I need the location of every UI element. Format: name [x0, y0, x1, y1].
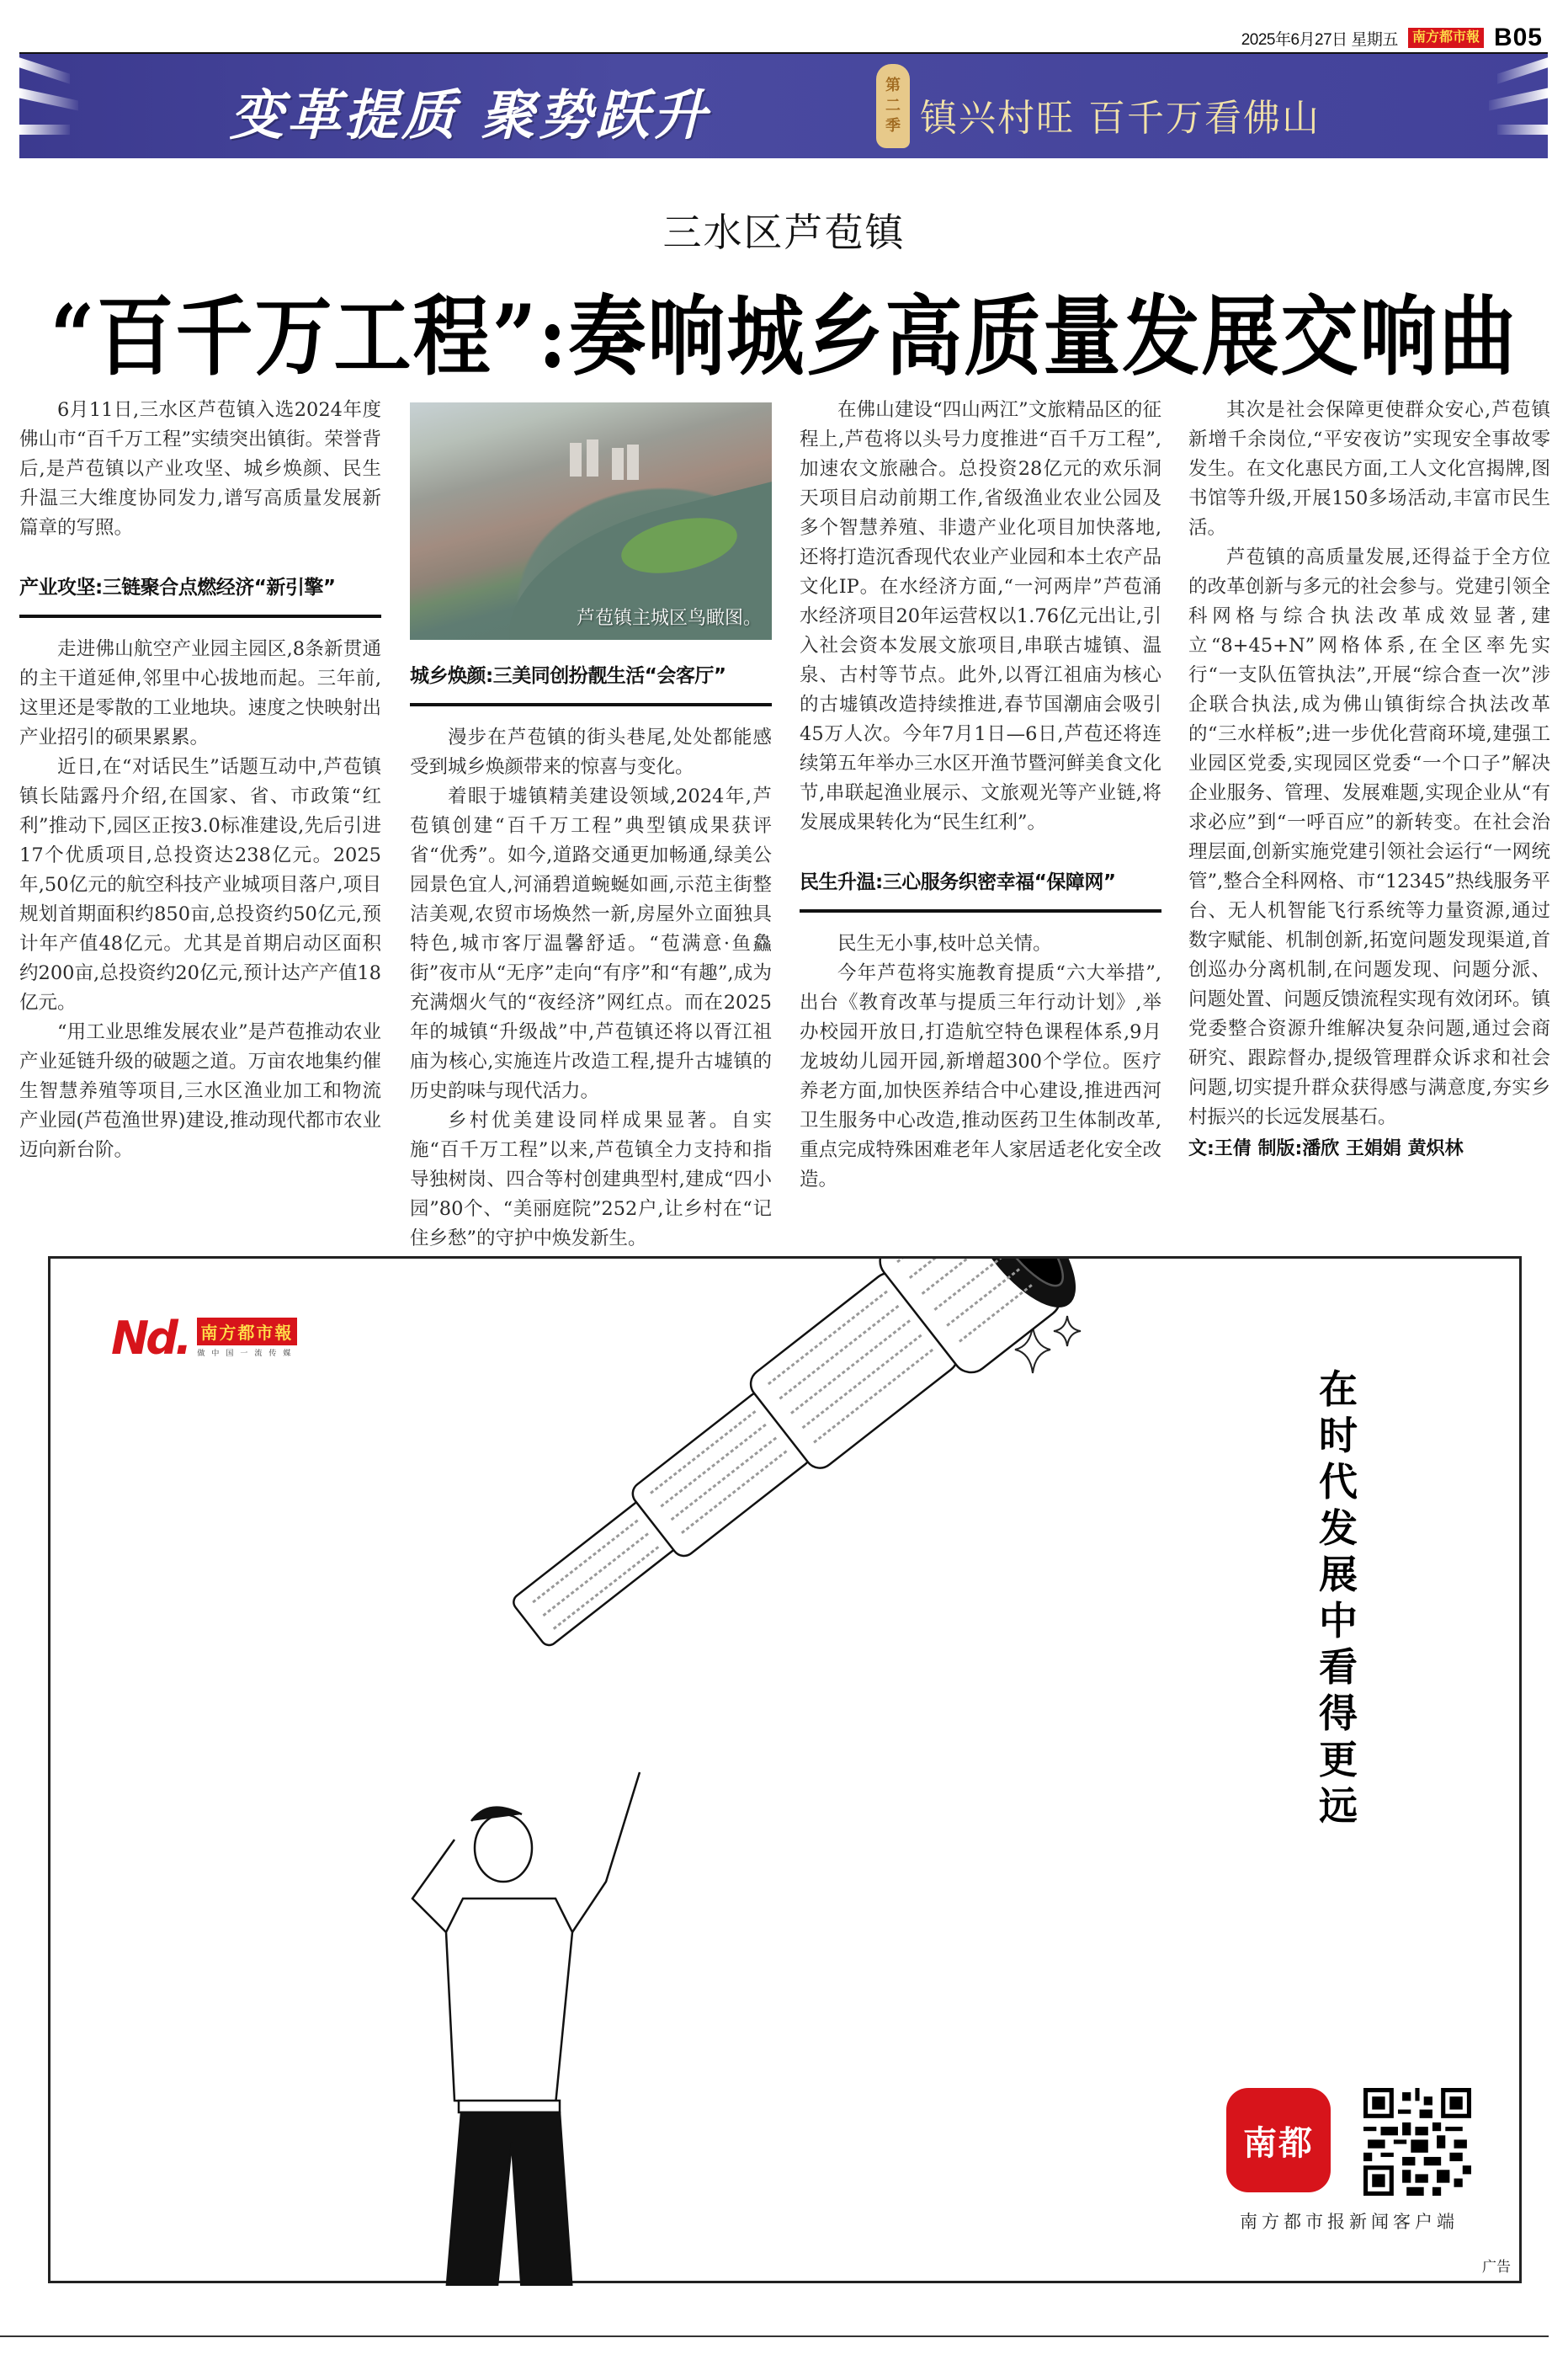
body-paragraph: 漫步在芦苞镇的街头巷尾,处处都能感受到城乡焕颜带来的惊喜与变化。 [410, 727, 772, 778]
nd-logo-slogan: 做中国一流传媒 [197, 1350, 298, 1358]
article-column-2 [410, 402, 772, 1254]
banner-title: 变革提质 聚势跃升 [230, 85, 710, 147]
body-paragraph: 近日,在“对话民生”话题互动中,芦苞镇镇长陆露丹介绍,在国家、省、市政策“红利”推动下,园区正按3.0标准建设,先后引进17个优质项目,总投资达238亿元。2025年,50亿元的航空科技产业城项目落户,项目规划首期面积约850亩,总投资约50亿元,预计年产值48亿元。尤其是首期启动区面积约200亩,总投资约20亿元,预计达产产值18亿元。 [19, 756, 381, 1014]
body-paragraph: “用工业思维发展农业”是芦苞推动农业产业延链升级的破题之道。万亩农地集约催生智慧养殖等项目,三水区渔业加工和物流产业园(芦苞渔世界)建设,推动现代都市农业迈向新台阶。 [19, 1021, 381, 1161]
season-badge-char: 二 [885, 97, 901, 115]
body-paragraph: 在佛山建设“四山两江”文旅精品区的征程上,芦苞将以头号力度推进“百千万工程”,加速农文旅融合。总投资28亿元的欢乐洞天项目启动前期工作,省级渔业农业公园及多个智慧养殖、非遗产业化项目加快落地,还将打造沉香现代农业产业园和本土农产品文化IP。在水经济方面,“一河两岸”芦苞涌水经济项目20年运营权以1.76亿元出让,引入社会资本发展文旅项目,串联古墟镇、温泉、古村等节点。此外,以胥江祖庙为核心的古墟镇改造持续推进,春节国潮庙会吸引45万人次。今年7月1日—6日,芦苞还将连续第五年举办三水区开渔节暨河鲜美食文化节,串联起渔业展示、文旅观光等产业链,将发展成果转化为“民生红利”。 [800, 399, 1161, 833]
article-column-3 [800, 396, 1161, 1195]
page-number: B05 [1493, 24, 1543, 51]
body-paragraph: 芦苞镇的高质量发展,还得益于全方位的改革创新与多元的社会参与。党建引领全科网格与综合执法改革成效显著,建立“8+45+N”网格体系,在全区率先实行“一支队伍管执法”,开展“综合查一次”涉企联合执法,成为佛山镇街综合执法改革的“三水样板”;进一步优化营商环境,建强工业园区党委,实现园区党委“一个口子”解决企业服务、管理、发展难题,实现企业从“有求必应”到“一呼百应”的新转变。在社会治理层面,创新实施党建引领社会运行“一网统管”,整合全科网格、市“12345”热线服务平台、无人机智能飞行系统等力量资源,通过数字赋能、机制创新,拓宽问题发现渠道,首创巡办分离机制,在问题发现、问题分派、问题处置、问题反馈流程实现有效闭环。镇党委整合资源升维解决复杂问题,通过会商研究、跟踪督办,提级管理群众诉求和社会问题,切实提升群众获得感与满意度,夯实乡村振兴的长远发展基石。 [1188, 546, 1550, 1128]
advertisement [48, 1256, 1522, 2283]
photo-building [612, 448, 624, 480]
aerial-photo [410, 402, 772, 640]
photo-caption: 芦苞镇主城区鸟瞰图。 [576, 608, 762, 629]
decorative-stripe [19, 57, 70, 83]
vertical-slogan: 在时代发展中看得更远 [1319, 1366, 1358, 1829]
section-heading-urban: 城乡焕颜:三美同创扮靓生活“会客厅” [410, 650, 772, 706]
photo-building [570, 443, 582, 477]
season-badge [876, 64, 910, 148]
decorative-stripe [19, 88, 78, 111]
section-banner [19, 52, 1548, 158]
decorative-stripe [19, 125, 70, 135]
lead-paragraph: 6月11日,三水区芦苞镇入选2024年度佛山市“百千万工程”实绩突出镇街。荣誉背后,是芦苞镇以产业攻坚、城乡焕颜、民生升温三大维度协同发力,谱写高质量发展新篇章的写照。 [19, 399, 381, 539]
body-paragraph: 其次是社会保障更使群众安心,芦苞镇新增千余岗位,“平安夜访”实现安全事故零发生。在文化惠民方面,工人文化宫揭牌,图书馆等升级,开展150多场活动,丰富市民生活。 [1188, 399, 1550, 539]
article-column-4 [1188, 396, 1550, 1164]
nandu-app-icon: 南都 [1226, 2088, 1331, 2192]
article-kicker: 三水区芦苞镇 [662, 210, 906, 255]
decorative-stripe [1489, 88, 1548, 111]
nd-logo-name: 南方都市報 [197, 1318, 297, 1345]
ad-label: 广告 [1482, 2259, 1511, 2276]
article-byline: 文:王倩 制版:潘欣 王娟娟 黄炽林 [1188, 1138, 1464, 1159]
article-column-1 [19, 396, 381, 1165]
body-paragraph: 今年芦苞将实施教育提质“六大举措”,出台《教育改革与提质三年行动计划》,举办校园开放日,打造航空特色课程体系,9月龙坡幼儿园开园,新增超300个学位。医疗养老方面,加快医养结合中心建设,推进西河卫生服务中心改造,推动医药卫生体制改革,重点完成特殊困难老年人家居适老化安全改造。 [800, 962, 1161, 1190]
body-paragraph: 走进佛山航空产业园主园区,8条新贯通的主干道延伸,邻里中心拔地而起。三年前,这里还是零散的工业地块。速度之快映射出产业招引的硕果累累。 [19, 638, 381, 748]
season-badge-char: 第 [885, 77, 901, 94]
qr-code-icon [1363, 2088, 1471, 2196]
article-headline: “百千万工程”:奏响城乡高质量发展交响曲 [50, 285, 1518, 388]
newspaper-logo: 南方都市報 [1408, 28, 1484, 48]
app-caption: 南方都市报新闻客户端 [1240, 2212, 1459, 2232]
section-heading-livelihood: 民生升温:三心服务织密幸福“保障网” [800, 856, 1161, 913]
body-paragraph: 民生无小事,枝叶总关情。 [837, 933, 1052, 955]
issue-date: 2025年6月27日 星期五 [1241, 30, 1398, 49]
bottom-rule [0, 2335, 1549, 2337]
photo-building [587, 439, 598, 477]
banner-subtitle: 镇兴村旺 百千万看佛山 [920, 97, 1321, 140]
body-paragraph: 着眼于墟镇精美建设领域,2024年,芦苞镇创建“百千万工程”典型镇成果获评省“优秀”。如今,道路交通更加畅通,绿美公园景色宜人,河涌碧道蜿蜒如画,示范主街整洁美观,农贸市场焕然一新,房屋外立面独具特色,城市客厅温馨舒适。“苞满意·鱼鱻街”夜市从“无序”走向“有序”和“有趣”,成为充满烟火气的“夜经济”网红点。而在2025年的城镇“升级战”中,芦苞镇还将以胥江祖庙为核心,实施连片改造工程,提升古墟镇的历史韵味与现代活力。 [410, 786, 772, 1102]
page-header [1241, 25, 1543, 51]
season-badge-char: 季 [885, 117, 901, 135]
decorative-stripe [1497, 57, 1548, 83]
body-paragraph: 乡村优美建设同样成果显著。自实施“百千万工程”以来,芦苞镇全力支持和指导独树岗、四合等村创建典型村,建成“四小园”80个、“美丽庭院”252户,让乡村在“记住乡愁”的守护中焕发新生。 [410, 1110, 772, 1249]
section-heading-industry: 产业攻坚:三链聚合点燃经济“新引擎” [19, 562, 381, 618]
nd-logo-mark: Nd. [111, 1312, 189, 1365]
decorative-stripe [1497, 125, 1548, 135]
photo-building [627, 445, 639, 480]
